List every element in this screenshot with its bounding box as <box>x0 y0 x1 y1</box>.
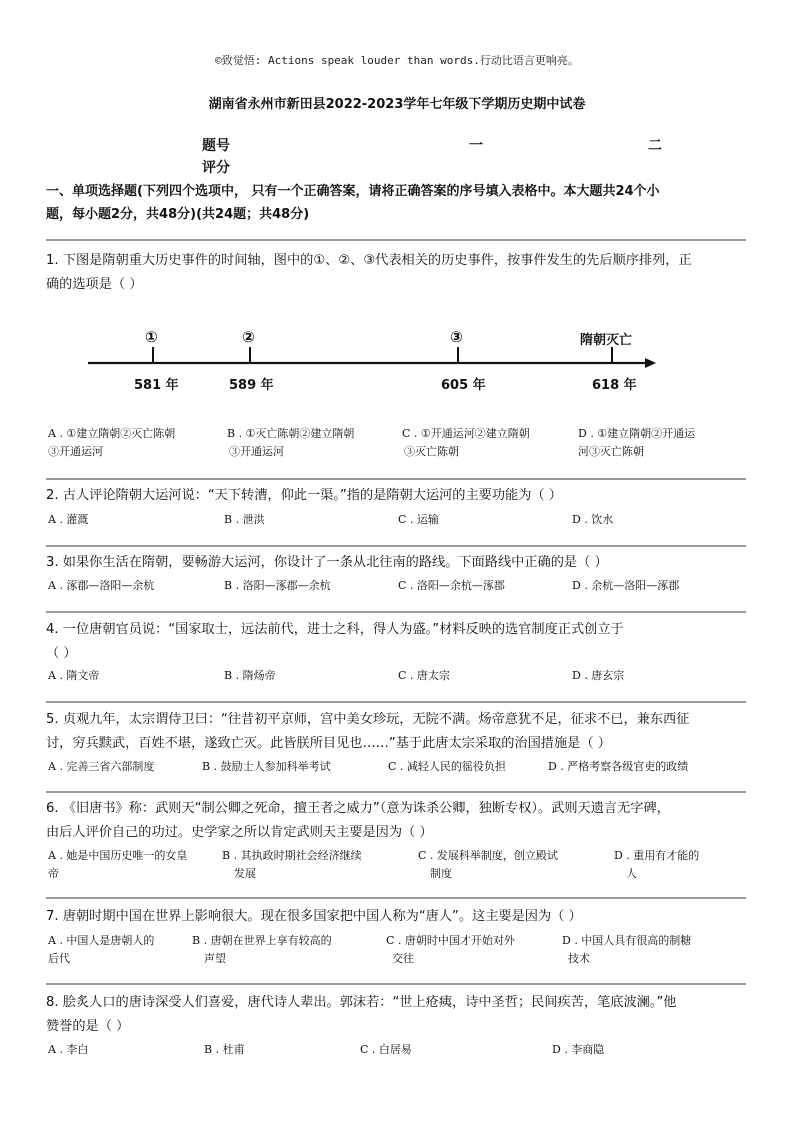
timeline-marker-3: ③ <box>450 328 463 346</box>
option-a-line-2: 帝 <box>48 867 59 880</box>
question-2-option-c[interactable]: C . 运输 <box>398 513 439 526</box>
question-4-option-c[interactable]: C . 唐太宗 <box>398 669 450 682</box>
question-6-stem-line-2: 由后人评价自己的功过。史学家之所以肯定武则天主要是因为（ ） <box>46 825 433 840</box>
option-b-line-2: ③开通运河 <box>229 445 284 458</box>
question-5-option-c[interactable]: C . 减轻人民的徭役负担 <box>388 760 506 773</box>
timeline-arrow-icon <box>645 358 656 368</box>
question-6-option-a[interactable] <box>48 847 187 883</box>
question-2-option-d[interactable]: D . 饮水 <box>572 513 614 526</box>
exam-title: 湖南省永州市新田县2022-2023学年七年级下学期历史期中试卷 <box>208 97 586 112</box>
question-5-option-d[interactable]: D . 严格考察各级官吏的政绩 <box>548 760 689 773</box>
question-6-stem <box>46 797 746 845</box>
question-5-option-a[interactable]: A . 完善三省六部制度 <box>48 760 155 773</box>
question-1-option-a[interactable] <box>48 425 175 461</box>
question-6-option-d[interactable] <box>614 847 699 883</box>
question-8-option-a[interactable]: A . 李白 <box>48 1043 89 1056</box>
option-b-line-1: B . ①灭亡陈朝②建立隋朝 <box>227 427 355 440</box>
option-a-line-2: 后代 <box>48 952 70 965</box>
question-4-stem-line-1: 4. 一位唐朝官员说：“国家取士，远法前代，进士之科，得人为盛。”材料反映的选官制度正式创立于 <box>46 622 624 637</box>
question-3-option-c[interactable]: C . 洛阳—余杭—涿郡 <box>398 579 505 592</box>
question-3-stem: 3. 如果你生活在隋朝，要畅游大运河，你设计了一条从北往南的路线。下面路线中正确的是（ ） <box>46 555 608 570</box>
header-motto: ©致觉悟: Actions speak louder than words.行动比语言更响亮。 <box>215 54 579 67</box>
question-4-option-a[interactable]: A . 隋文帝 <box>48 669 100 682</box>
question-1-option-b[interactable] <box>227 425 354 461</box>
timeline-year-3: 605 年 <box>441 378 486 393</box>
question-4-option-b[interactable]: B . 隋炀帝 <box>224 669 276 682</box>
option-d-line-2: 人 <box>626 867 637 880</box>
question-3-option-b[interactable]: B . 洛阳—涿郡—余杭 <box>224 579 331 592</box>
question-8-stem-line-2: 赞誉的是（ ） <box>46 1019 130 1034</box>
option-d-line-1: D . 重用有才能的 <box>614 849 700 862</box>
question-3-option-a[interactable]: A . 涿郡—洛阳—余杭 <box>48 579 155 592</box>
question-7-option-c[interactable] <box>386 932 515 968</box>
option-d-line-2: 河③灭亡陈朝 <box>578 445 644 458</box>
question-2-option-b[interactable]: B . 泄洪 <box>224 513 265 526</box>
option-a-line-1: A . 中国人是唐朝人的 <box>48 934 155 947</box>
score-table-row-label: 题号 <box>202 138 230 154</box>
question-1-option-d[interactable] <box>578 425 695 461</box>
timeline-marker-2: ② <box>242 328 255 346</box>
divider <box>46 478 746 480</box>
option-c-line-1: C . 唐朝时中国才开始对外 <box>386 934 515 947</box>
question-4-option-d[interactable]: D . 唐玄宗 <box>572 669 625 682</box>
option-c-line-2: ③灭亡陈朝 <box>404 445 459 458</box>
question-8-stem <box>46 991 746 1039</box>
question-8-stem-line-1: 8. 脍炙人口的唐诗深受人们喜爱，唐代诗人辈出。郭沫若：“世上疮痍，诗中圣哲；民间疾苦，笔底波澜。”他 <box>46 995 677 1010</box>
option-b-line-1: B . 其执政时期社会经济继续 <box>222 849 362 862</box>
question-7-option-a[interactable] <box>48 932 154 968</box>
option-b-line-2: 发展 <box>234 867 256 880</box>
question-7-option-b[interactable] <box>192 932 332 968</box>
divider <box>46 545 746 547</box>
timeline-marker-1: ① <box>145 328 158 346</box>
section-instructions <box>46 180 746 226</box>
option-c-line-1: C . 发展科举制度，创立殿试 <box>418 849 558 862</box>
question-1-stem <box>46 249 746 297</box>
option-c-line-2: 制度 <box>430 867 452 880</box>
question-4-stem-line-2: （ ） <box>46 646 77 661</box>
divider <box>46 983 746 985</box>
divider <box>46 239 746 241</box>
divider <box>46 701 746 703</box>
question-8-option-b[interactable]: B . 杜甫 <box>204 1043 245 1056</box>
option-c-line-2: 交往 <box>392 952 414 965</box>
timeline-year-1: 581 年 <box>134 378 179 393</box>
question-6-option-c[interactable] <box>418 847 558 883</box>
option-b-line-2: 声望 <box>204 952 226 965</box>
option-d-line-1: D . 中国人具有很高的制糖 <box>562 934 692 947</box>
question-5-option-b[interactable]: B . 鼓励士人参加科举考试 <box>202 760 331 773</box>
timeline-marker-4: 隋朝灭亡 <box>580 333 633 348</box>
option-c-line-1: C . ①开通运河②建立隋朝 <box>402 427 530 440</box>
question-1-stem-line-2: 确的选项是（ ） <box>46 277 143 292</box>
question-1-stem-line-1: 1. 下图是隋朝重大历史事件的时间轴，图中的①、②、③代表相关的历史事件，按事件发生的先后顺序排列，正 <box>46 253 692 268</box>
question-8-option-c[interactable]: C . 白居易 <box>360 1043 412 1056</box>
divider <box>46 611 746 613</box>
score-table-col-2: 二 <box>648 138 662 154</box>
question-4-stem <box>46 618 746 666</box>
question-2-option-a[interactable]: A . 灌溉 <box>48 513 89 526</box>
option-a-line-1: A . ①建立隋朝②灭亡陈朝 <box>48 427 176 440</box>
question-6-option-b[interactable] <box>222 847 362 883</box>
score-table-score-label: 评分 <box>202 160 230 176</box>
question-5-stem-line-2: 讨，穷兵黩武，百姓不堪，遂致亡灭。此皆朕所目见也……”基于此唐太宗采取的治国措施是（ ） <box>46 736 611 751</box>
question-5-stem <box>46 708 746 756</box>
option-b-line-1: B . 唐朝在世界上享有较高的 <box>192 934 332 947</box>
divider <box>46 791 746 793</box>
option-a-line-1: A . 她是中国历史唯一的女皇 <box>48 849 188 862</box>
question-7-option-d[interactable] <box>562 932 691 968</box>
question-2-stem: 2. 古人评论隋朝大运河说：“天下转漕，仰此一渠。”指的是隋朝大运河的主要功能为（ ） <box>46 488 562 503</box>
option-a-line-2: ③开通运河 <box>48 445 103 458</box>
timeline-year-2: 589 年 <box>229 378 274 393</box>
option-d-line-2: 技术 <box>568 952 590 965</box>
question-5-stem-line-1: 5. 贞观九年，太宗谓侍卫曰：“往昔初平京师，宫中美女珍玩，无院不满。炀帝意犹不足，征求不已，兼东西征 <box>46 712 690 727</box>
question-1-option-c[interactable] <box>402 425 530 461</box>
section-line-2: 题，每小题2分，共48分)(共24题；共48分) <box>46 207 310 222</box>
divider <box>46 897 746 899</box>
score-table-col-1: 一 <box>469 138 483 154</box>
question-7-stem: 7. 唐朝时期中国在世界上影响很大。现在很多国家把中国人称为“唐人”。这主要是因为（ ） <box>46 909 582 924</box>
question-8-option-d[interactable]: D . 李商隐 <box>552 1043 605 1056</box>
timeline-year-4: 618 年 <box>592 378 637 393</box>
question-3-option-d[interactable]: D . 余杭—洛阳—涿郡 <box>572 579 680 592</box>
option-d-line-1: D . ①建立隋朝②开通运 <box>578 427 696 440</box>
section-line-1: 一、单项选择题(下列四个选项中， 只有一个正确答案，请将正确答案的序号填入表格中。本大题共24个小 <box>46 184 660 199</box>
question-6-stem-line-1: 6. 《旧唐书》称：武则天“制公卿之死命，擅王者之威力”（意为诛杀公卿，独断专权）。武则天遗言无字碑， <box>46 801 670 816</box>
